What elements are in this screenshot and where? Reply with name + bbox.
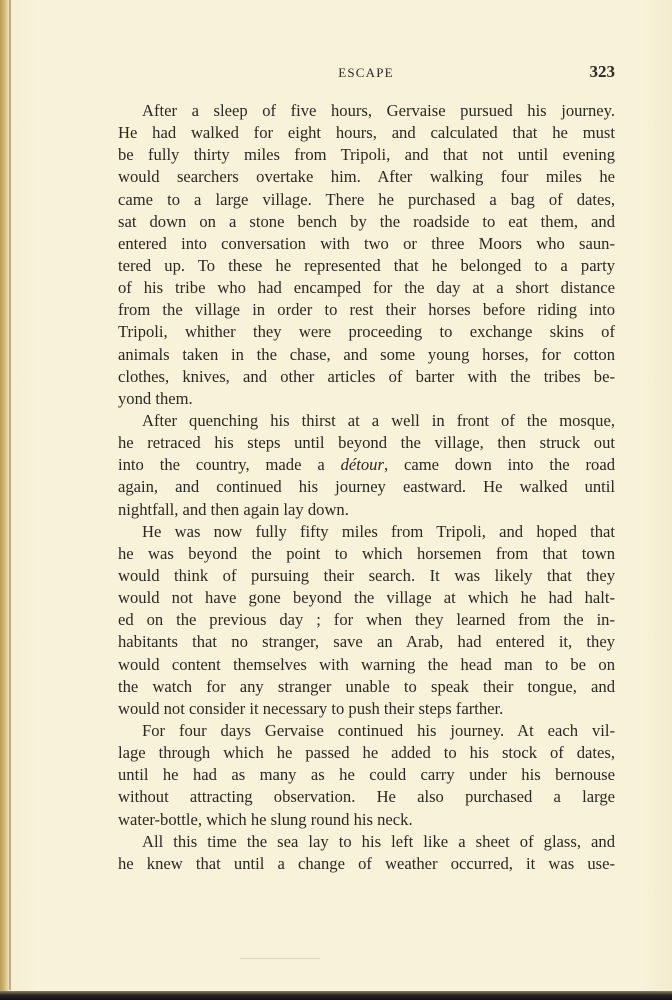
body-text <box>118 100 615 875</box>
text-line: of his tribe who had encamped for the day at a short distance <box>118 278 615 298</box>
text-line: He was now fully fifty miles from Tripoli, and hoped that <box>142 521 615 541</box>
running-head: ESCAPE <box>338 65 394 80</box>
text-line: All this time the sea lay to his left like a sheet of glass, and <box>142 831 615 851</box>
text-line: would not have gone beyond the village at which he had halt- <box>118 588 615 608</box>
text-line: would content themselves with warning the head man to be on <box>118 654 615 674</box>
page-left-edge <box>0 0 9 1000</box>
text-line: lage through which he passed he added to his stock of dates, <box>118 743 615 763</box>
paragraph <box>118 410 615 521</box>
text-line: nightfall, and then again lay down. <box>118 499 349 519</box>
paragraph <box>118 720 615 831</box>
text-line: would searchers overtake him. After walking four miles he <box>118 167 615 187</box>
text-line: he knew that until a change of weather occurred, it was use- <box>118 853 615 873</box>
text-line: he retraced his steps until beyond the village, then struck out <box>118 433 615 453</box>
text-line: into the country, made a détour, came down into the road <box>118 455 615 475</box>
text-line: would not consider it necessary to push their steps farther. <box>118 698 504 718</box>
text-line: sat down on a stone bench by the roadside to eat them, and <box>118 211 615 231</box>
text-line: he was beyond the point to which horsemen from that town <box>118 543 615 563</box>
page-bottom-edge <box>0 991 672 1000</box>
bleed-through-mark <box>240 958 320 959</box>
text-line: habitants that no stranger, save an Arab, had entered it, they <box>118 632 615 652</box>
text-line: Tripoli, whither they were proceeding to exchange skins of <box>118 322 615 342</box>
text-line: After quenching his thirst at a well in front of the mosque, <box>142 410 615 430</box>
gutter-shadow <box>9 0 11 990</box>
text-line: came to a large village. There he purchased a bag of dates, <box>118 189 615 209</box>
paragraph <box>118 831 615 875</box>
text-line: be fully thirty miles from Tripoli, and that not until evening <box>118 145 615 165</box>
text-line: tered up. To these he represented that he belonged to a party <box>118 255 615 275</box>
text-line: For four days Gervaise continued his journey. At each vil- <box>142 720 615 740</box>
page-header <box>116 62 616 82</box>
text-line: would think of pursuing their search. It was likely that they <box>118 565 615 585</box>
text-line: without attracting observation. He also purchased a large <box>118 787 615 807</box>
text-line: the watch for any stranger unable to speak their tongue, and <box>118 676 615 696</box>
text-line: ed on the previous day ; for when they learned from the in- <box>118 610 615 630</box>
text-line: After a sleep of five hours, Gervaise pursued his journey. <box>142 101 615 120</box>
text-line: again, and continued his journey eastward. He walked until <box>118 477 615 497</box>
text-line: water-bottle, which he slung round his neck. <box>118 809 413 829</box>
paragraph <box>118 100 615 410</box>
text-line: entered into conversation with two or three Moors who saun- <box>118 233 615 253</box>
paragraph <box>118 521 615 720</box>
text-line: yond them. <box>118 388 193 408</box>
text-line: until he had as many as he could carry under his bernouse <box>118 765 615 785</box>
text-line: animals taken in the chase, and some young horses, for cotton <box>118 344 615 364</box>
italic-word: détour <box>340 455 384 475</box>
text-line: from the village in order to rest their horses before riding into <box>118 300 615 320</box>
text-line: He had walked for eight hours, and calculated that he must <box>118 123 615 143</box>
page-number: 323 <box>589 62 615 81</box>
text-line: clothes, knives, and other articles of barter with the tribes be- <box>118 366 615 386</box>
